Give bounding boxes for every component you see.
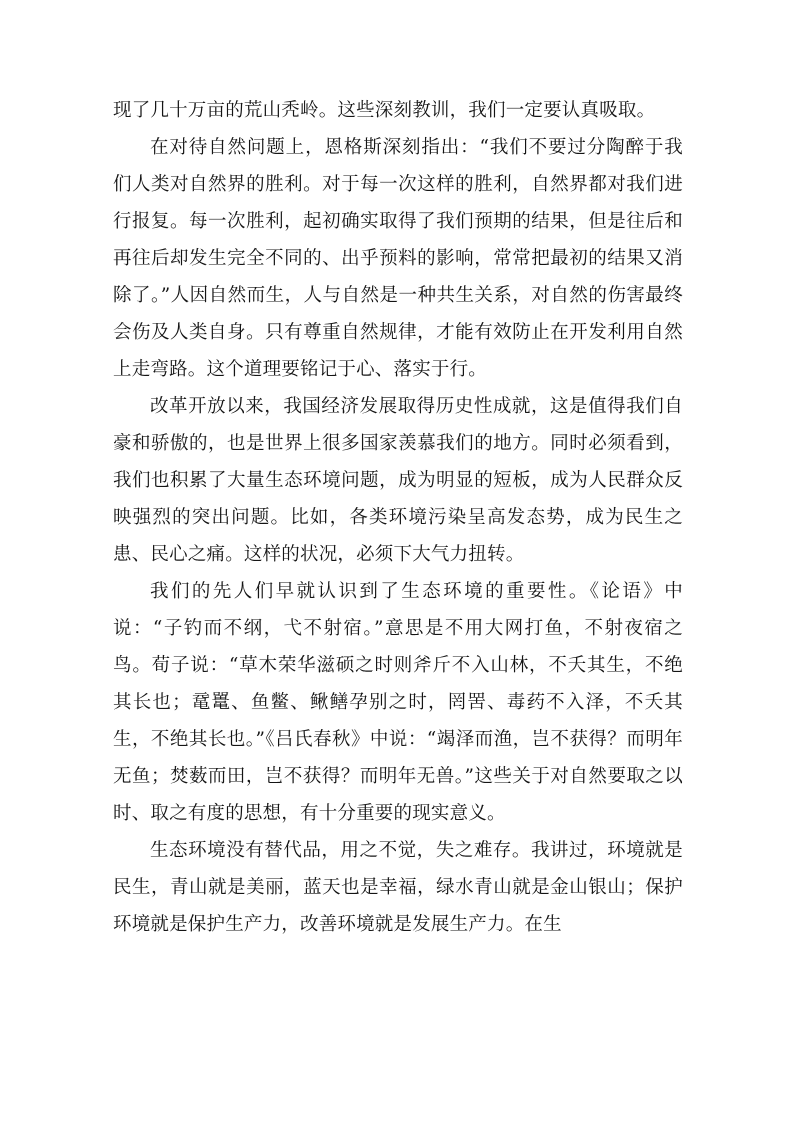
- paragraph: 生态环境没有替代品，用之不觉，失之难存。我讲过，环境就是民生，青山就是美丽，蓝天也是幸福，绿水青山就是金山银山；保护环境就是保护生产力，改善环境就是发展生产力。在生: [113, 840, 683, 935]
- paragraph: 在对待自然问题上，恩格斯深刻指出：“我们不要过分陶醉于我们人类对自然界的胜利。对于每一次这样的胜利，自然界都对我们进行报复。每一次胜利，起初确实取得了我们预期的结果，但是往后和再往后却发生完全不同的、出乎预料的影响，常常把最初的结果又消除了。”人因自然而生，人与自然是一种共生关系，对自然的伤害最终会伤及人类自身。只有尊重自然规律，才能有效防止在开发利用自然上走弯路。这个道理要铭记于心、落实于行。: [113, 137, 683, 380]
- paragraph: 改革开放以来，我国经济发展取得历史性成就，这是值得我们自豪和骄傲的，也是世界上很多国家羡慕我们的地方。同时必须看到，我们也积累了大量生态环境问题，成为明显的短板，成为人民群众反映强烈的突出问题。比如，各类环境污染呈高发态势，成为民生之患、民心之痛。这样的状况，必须下大气力扭转。: [113, 396, 683, 565]
- paragraph: 现了几十万亩的荒山秃岭。这些深刻教训，我们一定要认真吸取。: [113, 100, 656, 121]
- paragraph: 我们的先人们早就认识到了生态环境的重要性。《论语》中说：“子钓而不纲，弋不射宿。”意思是不用大网打鱼，不射夜宿之鸟。荀子说：“草木荣华滋硕之时则斧斤不入山林，不夭其生，不绝其长也；鼋鼍、鱼鳖、鳅鳝孕别之时，罔罟、毒药不入泽，不夭其生，不绝其长也。”《吕氏春秋》中说：“竭泽而渔，岂不获得？而明年无鱼；焚薮而田，岂不获得？而明年无兽。”这些关于对自然要取之以时、取之有度的思想，有十分重要的现实意义。: [113, 581, 683, 824]
- document-body: [113, 92, 683, 943]
